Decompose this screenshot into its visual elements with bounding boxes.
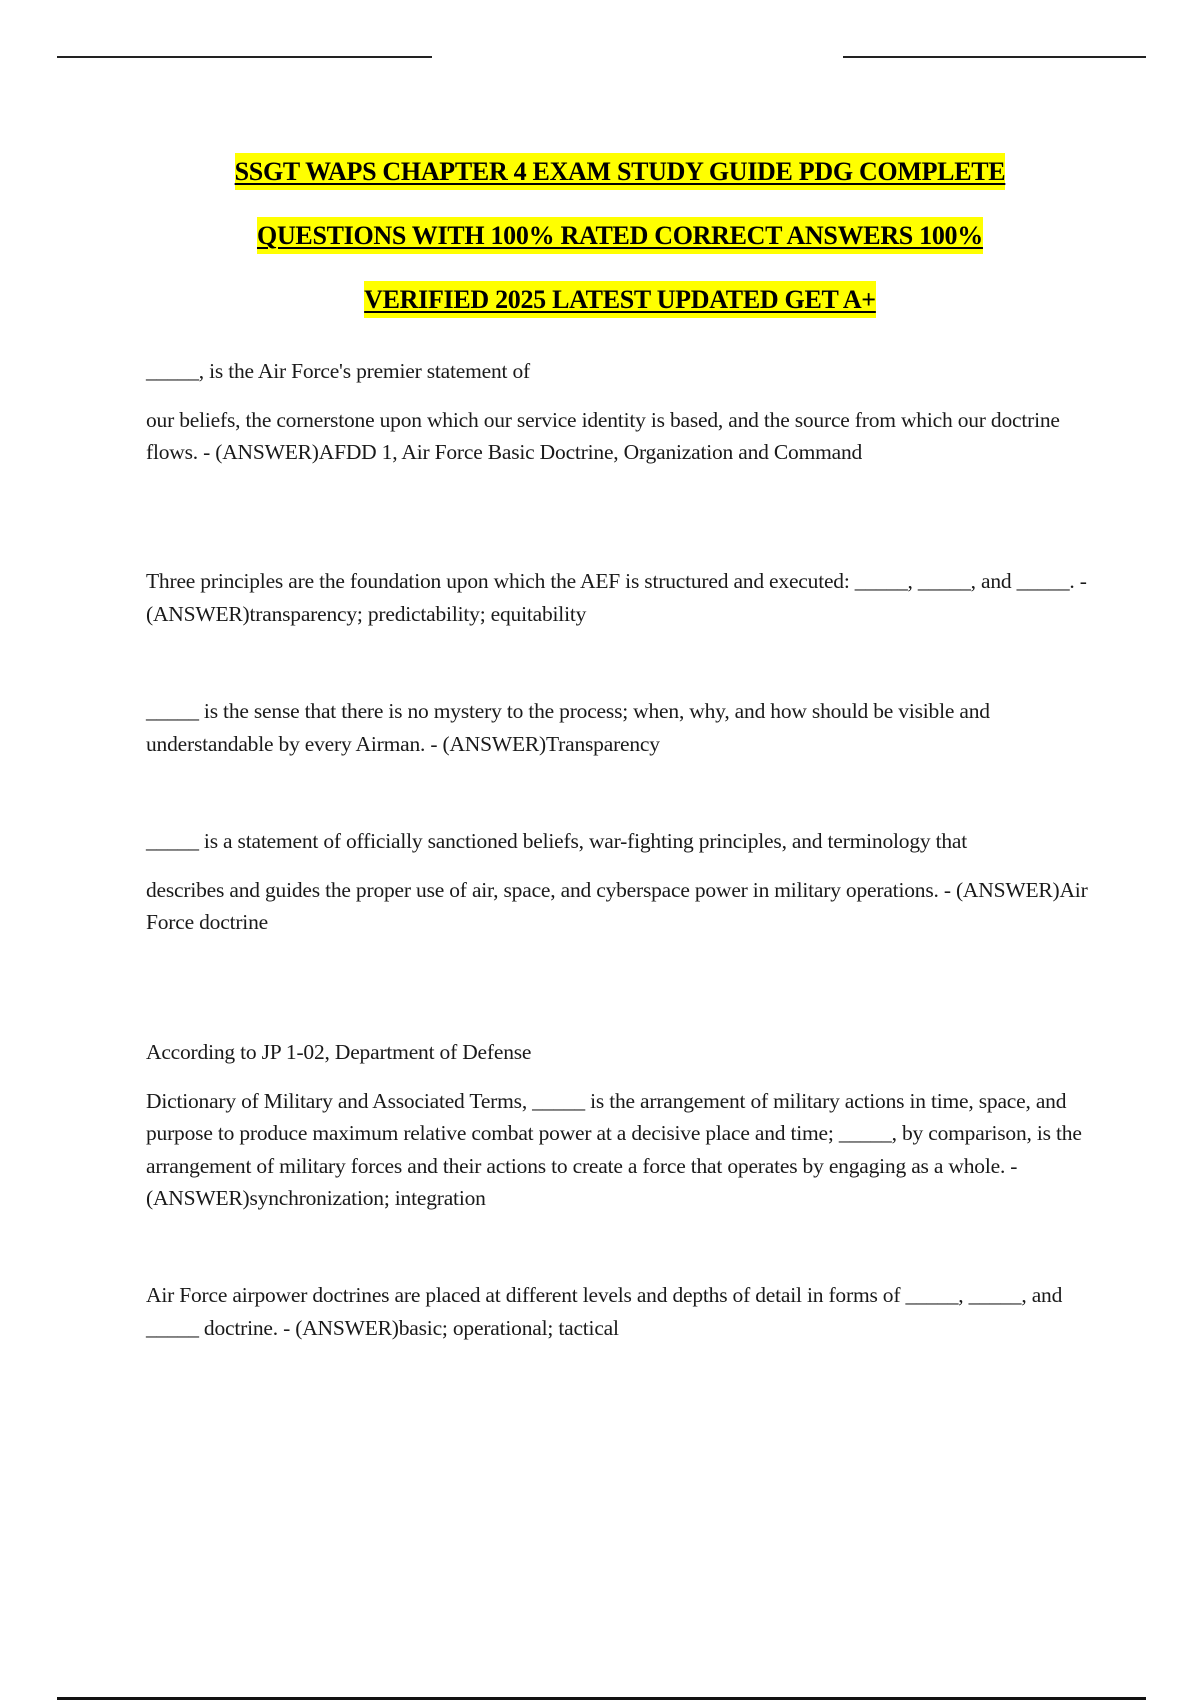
title-line-3 <box>0 268 1200 332</box>
question-3 <box>146 695 1096 760</box>
title-line-1 <box>0 140 1200 204</box>
question-4-line-1: _____ is a statement of officially sanctioned beliefs, war-fighting principles, and terminology that <box>146 829 968 853</box>
question-2-line-1: Three principles are the foundation upon which the AEF is structured and executed: _____, _____, and _____. - (ANSWER)transparency; predictability; equitability <box>146 569 1087 626</box>
title-line-2-text: QUESTIONS WITH 100% RATED CORRECT ANSWERS 100% <box>257 217 983 254</box>
question-6 <box>146 1279 1096 1344</box>
question-1-line-2: our beliefs, the cornerstone upon which our service identity is based, and the source from which our doctrine flows. - (ANSWER)AFDD 1, Air Force Basic Doctrine, Organization and Command <box>146 407 1060 464</box>
question-5 <box>146 1036 1096 1215</box>
question-4-line-2: describes and guides the proper use of air, space, and cyberspace power in military operations. - (ANSWER)Air Force doctrine <box>146 877 1088 934</box>
question-2 <box>146 565 1096 630</box>
question-1 <box>146 355 1096 469</box>
question-1-line-1: _____, is the Air Force's premier statement of <box>146 359 530 383</box>
question-5-line-2: Dictionary of Military and Associated Terms, _____ is the arrangement of military actions in time, space, and purpose to produce maximum relative combat power at a decisive place and time; _____, by comparison, is the arrangement of military forces and their actions to create a force that operates by engaging as a whole. - (ANSWER)synchronization; integration <box>146 1088 1082 1210</box>
header-rule-left <box>57 56 432 58</box>
question-5-line-1: According to JP 1-02, Department of Defense <box>146 1040 532 1064</box>
title-line-2 <box>0 204 1200 268</box>
document-title <box>0 140 1200 332</box>
question-3-line-1: _____ is the sense that there is no mystery to the process; when, why, and how should be visible and understandable by every Airman. - (ANSWER)Transparency <box>146 699 990 756</box>
question-4 <box>146 825 1096 939</box>
title-line-1-text: SSGT WAPS CHAPTER 4 EXAM STUDY GUIDE PDG COMPLETE <box>235 153 1006 190</box>
title-line-3-text: VERIFIED 2025 LATEST UPDATED GET A+ <box>364 281 876 318</box>
header-rule-right <box>843 56 1146 58</box>
question-6-line-1: Air Force airpower doctrines are placed at different levels and depths of detail in forms of _____, _____, and _____ doctrine. - (ANSWER)basic; operational; tactical <box>146 1283 1063 1340</box>
